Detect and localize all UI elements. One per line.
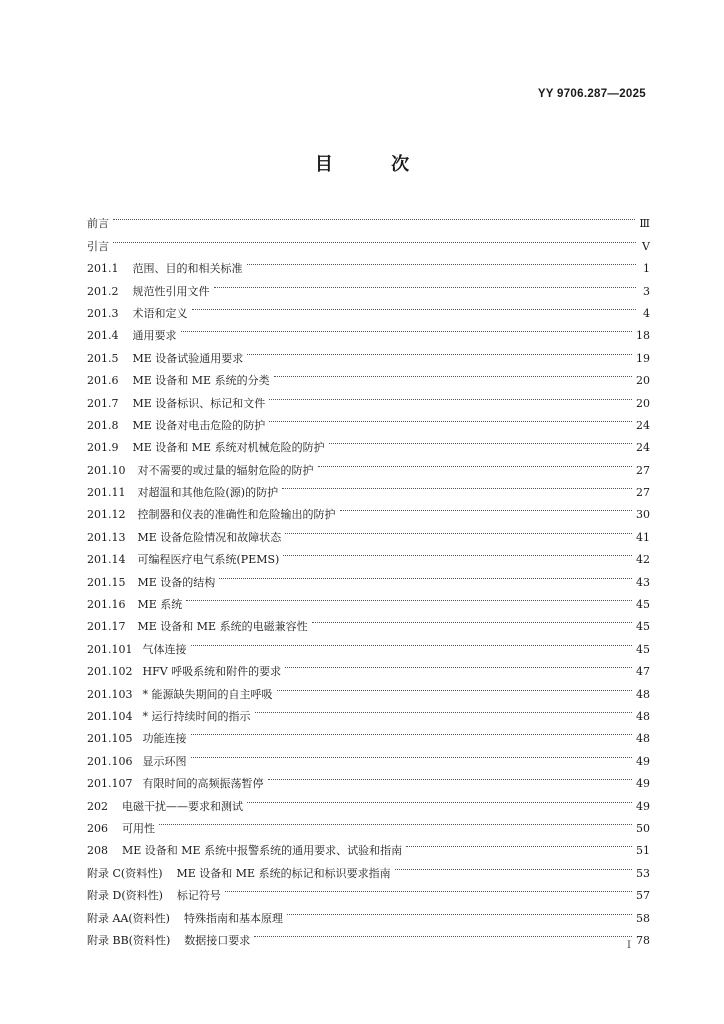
toc-entry-page: 47 bbox=[636, 665, 650, 679]
toc-leader-dots bbox=[247, 250, 637, 272]
toc-entry-number: 附录 BB(资料性) bbox=[87, 933, 171, 947]
toc-entry-number: 206 bbox=[87, 821, 108, 835]
toc-leader-dots bbox=[214, 272, 637, 294]
toc-entry-page: 48 bbox=[636, 732, 650, 746]
toc-entry-number: 201.104 bbox=[87, 709, 133, 723]
toc-entry-title: 对超温和其他危险(源)的防护 bbox=[137, 486, 279, 500]
toc-entry[interactable] bbox=[87, 227, 650, 253]
toc-leader-dots bbox=[113, 205, 635, 227]
toc-entry-page: 48 bbox=[636, 687, 650, 701]
toc-entry-page: 49 bbox=[636, 799, 650, 813]
toc-entry-page: 45 bbox=[636, 642, 650, 656]
toc-entry-number: 附录 C(资料性) bbox=[87, 866, 163, 880]
toc-leader-dots bbox=[395, 854, 632, 876]
toc-leader-dots bbox=[277, 675, 633, 697]
toc-entry-number: 201.6 bbox=[87, 374, 119, 388]
toc-leader-dots bbox=[247, 339, 632, 361]
toc-entry-number: 201.103 bbox=[87, 687, 133, 701]
toc-leader-dots bbox=[283, 541, 632, 563]
toc-entry-number: 201.13 bbox=[87, 530, 126, 544]
toc-leader-dots bbox=[285, 653, 632, 675]
toc-entry-title: ME 设备对电击危险的防护 bbox=[132, 418, 266, 432]
toc-entry-number: 201.9 bbox=[87, 441, 119, 455]
toc-entry-number: 201.15 bbox=[87, 575, 126, 589]
toc-entry-number: 201.17 bbox=[87, 620, 126, 634]
toc-entry-page: 43 bbox=[636, 575, 650, 589]
toc-entry-number: 201.12 bbox=[87, 508, 126, 522]
toc-entry-title: ME 设备试验通用要求 bbox=[132, 351, 244, 365]
toc-entry[interactable] bbox=[87, 922, 650, 947]
toc-entry-title: 显示环图 bbox=[142, 754, 187, 768]
toc-entry-page: 27 bbox=[636, 486, 650, 500]
toc-entry-page: 3 bbox=[643, 284, 650, 298]
toc-entry-title: 控制器和仪表的准确性和危险输出的防护 bbox=[137, 508, 336, 522]
toc-entry-title: 对不需要的或过量的辐射危险的防护 bbox=[137, 463, 314, 477]
toc-entry-number: 201.5 bbox=[87, 351, 119, 365]
toc-leader-dots bbox=[113, 227, 636, 249]
toc-entry-page: 1 bbox=[643, 262, 650, 276]
toc-entry-number: 201.102 bbox=[87, 665, 133, 679]
toc-leader-dots bbox=[268, 765, 633, 787]
toc-entry-title: 前言 bbox=[87, 217, 109, 231]
toc-entry-page: 42 bbox=[636, 553, 650, 567]
standard-code: YY 9706.287—2025 bbox=[537, 88, 646, 100]
toc-entry-number: 208 bbox=[87, 844, 108, 858]
toc-entry-page: 49 bbox=[636, 777, 650, 791]
toc-leader-dots bbox=[318, 451, 633, 473]
toc-entry-title: * 能源缺失期间的自主呼吸 bbox=[142, 687, 273, 701]
toc-entry-number: 201.8 bbox=[87, 418, 119, 432]
toc-leader-dots bbox=[340, 496, 633, 518]
toc-entry-title: 范围、目的和相关标准 bbox=[132, 262, 243, 276]
toc-entry-number: 201.7 bbox=[87, 396, 119, 410]
toc-entry-title: ME 设备和 ME 系统的电磁兼容性 bbox=[137, 620, 308, 634]
toc-entry-number: 201.101 bbox=[87, 642, 133, 656]
toc-entry-number: 201.107 bbox=[87, 777, 133, 791]
toc-entry-number: 201.11 bbox=[87, 486, 126, 500]
toc-entry-title: 通用要求 bbox=[132, 329, 177, 343]
toc-entry-number: 201.2 bbox=[87, 284, 119, 298]
toc-entry-title: ME 设备和 ME 系统对机械危险的防护 bbox=[132, 441, 325, 455]
toc-entry-number: 201.3 bbox=[87, 306, 119, 320]
toc-entry-title: 气体连接 bbox=[142, 642, 187, 656]
toc-leader-dots bbox=[329, 429, 632, 451]
toc-entry-title: 特殊指南和基本原理 bbox=[183, 911, 283, 925]
toc-entry-page: 27 bbox=[636, 463, 650, 477]
toc-entry-number: 201.10 bbox=[87, 463, 126, 477]
toc-leader-dots bbox=[191, 720, 633, 742]
toc-entry-page: 53 bbox=[636, 866, 650, 880]
toc-entry-page: 45 bbox=[636, 620, 650, 634]
toc-entry-number: 201.16 bbox=[87, 598, 126, 612]
page-title: 目 次 bbox=[314, 154, 436, 175]
toc-entry-page: 20 bbox=[636, 374, 650, 388]
toc-entry-number: 201.4 bbox=[87, 329, 119, 343]
toc-entry-title: ME 设备和 ME 系统中报警系统的通用要求、试验和指南 bbox=[122, 844, 403, 858]
toc-entry-title: 可用性 bbox=[122, 821, 155, 835]
toc-leader-dots bbox=[274, 362, 632, 384]
toc-entry-title: 有限时间的高频振荡暂停 bbox=[142, 777, 264, 791]
toc-entry-page: Ⅴ bbox=[642, 239, 650, 253]
toc-entry-number: 201.1 bbox=[87, 262, 119, 276]
toc-leader-dots bbox=[255, 698, 633, 720]
toc-entry-page: 51 bbox=[636, 844, 650, 858]
toc-entry-title: ME 设备和 ME 系统的标记和标识要求指南 bbox=[176, 866, 391, 880]
toc-entry-title: 术语和定义 bbox=[132, 306, 188, 320]
toc-leader-dots bbox=[287, 899, 632, 921]
toc-leader-dots bbox=[312, 608, 632, 630]
toc-leader-dots bbox=[285, 518, 632, 540]
toc-entry-title: ME 设备的结构 bbox=[137, 575, 216, 589]
toc-entry-page: 18 bbox=[636, 329, 650, 343]
toc-entry-page: 19 bbox=[636, 351, 650, 365]
toc-entry-page: 48 bbox=[636, 709, 650, 723]
toc-entry-title: 电磁干扰——要求和测试 bbox=[122, 799, 243, 813]
toc-entry-page: 24 bbox=[636, 418, 650, 432]
toc-leader-dots bbox=[225, 877, 632, 899]
table-of-contents bbox=[87, 205, 650, 947]
toc-leader-dots bbox=[159, 810, 632, 832]
toc-entry-title: ME 设备危险情况和故障状态 bbox=[137, 530, 282, 544]
toc-entry-page: 45 bbox=[636, 598, 650, 612]
toc-entry-page: 24 bbox=[636, 441, 650, 455]
toc-entry-title: 功能连接 bbox=[142, 732, 187, 746]
toc-entry-title: * 运行持续时间的指示 bbox=[142, 709, 251, 723]
toc-entry-title: 可编程医疗电气系统(PEMS) bbox=[137, 553, 280, 567]
toc-leader-dots bbox=[186, 586, 632, 608]
toc-entry-page: Ⅲ bbox=[639, 217, 650, 231]
toc-leader-dots bbox=[219, 563, 632, 585]
toc-leader-dots bbox=[282, 474, 632, 496]
toc-entry-number: 附录 AA(资料性) bbox=[87, 911, 170, 925]
toc-entry[interactable] bbox=[87, 205, 650, 231]
toc-entry-title: 数据接口要求 bbox=[184, 933, 251, 947]
page-number: I bbox=[627, 940, 631, 951]
toc-entry-title: HFV 呼吸系统和附件的要求 bbox=[142, 665, 282, 679]
toc-leader-dots bbox=[247, 787, 632, 809]
toc-entry[interactable] bbox=[87, 877, 650, 903]
toc-entry-number: 附录 D(资料性) bbox=[87, 889, 163, 903]
toc-entry-title: 标记符号 bbox=[176, 889, 221, 903]
toc-leader-dots bbox=[269, 384, 632, 406]
toc-entry-title: ME 设备标识、标记和文件 bbox=[132, 396, 266, 410]
toc-entry[interactable] bbox=[87, 810, 650, 835]
toc-entry-page: 58 bbox=[636, 911, 650, 925]
toc-entry-page: 50 bbox=[636, 821, 650, 835]
toc-leader-dots bbox=[191, 630, 633, 652]
toc-entry-page: 57 bbox=[636, 889, 650, 903]
toc-entry-page: 41 bbox=[636, 530, 650, 544]
toc-entry[interactable] bbox=[87, 832, 650, 858]
toc-entry-title: 规范性引用文件 bbox=[132, 284, 210, 298]
toc-leader-dots bbox=[269, 407, 632, 429]
toc-entry[interactable] bbox=[87, 250, 650, 276]
toc-entry-number: 201.14 bbox=[87, 553, 126, 567]
toc-leader-dots bbox=[406, 832, 632, 854]
toc-entry-page: 78 bbox=[636, 933, 650, 947]
toc-leader-dots bbox=[254, 922, 632, 944]
toc-entry-page: 4 bbox=[643, 306, 650, 320]
toc-leader-dots bbox=[191, 742, 633, 764]
toc-entry-page: 49 bbox=[636, 754, 650, 768]
toc-entry-title: ME 系统 bbox=[137, 598, 183, 612]
toc-entry-page: 20 bbox=[636, 396, 650, 410]
toc-leader-dots bbox=[181, 317, 633, 339]
toc-entry-title: 引言 bbox=[87, 239, 109, 253]
toc-entry-number: 201.106 bbox=[87, 754, 133, 768]
toc-entry-page: 30 bbox=[636, 508, 650, 522]
toc-leader-dots bbox=[192, 295, 637, 317]
toc-entry-number: 201.105 bbox=[87, 732, 133, 746]
toc-entry-number: 202 bbox=[87, 799, 108, 813]
toc-entry-title: ME 设备和 ME 系统的分类 bbox=[132, 374, 270, 388]
toc-entry[interactable] bbox=[87, 899, 650, 925]
